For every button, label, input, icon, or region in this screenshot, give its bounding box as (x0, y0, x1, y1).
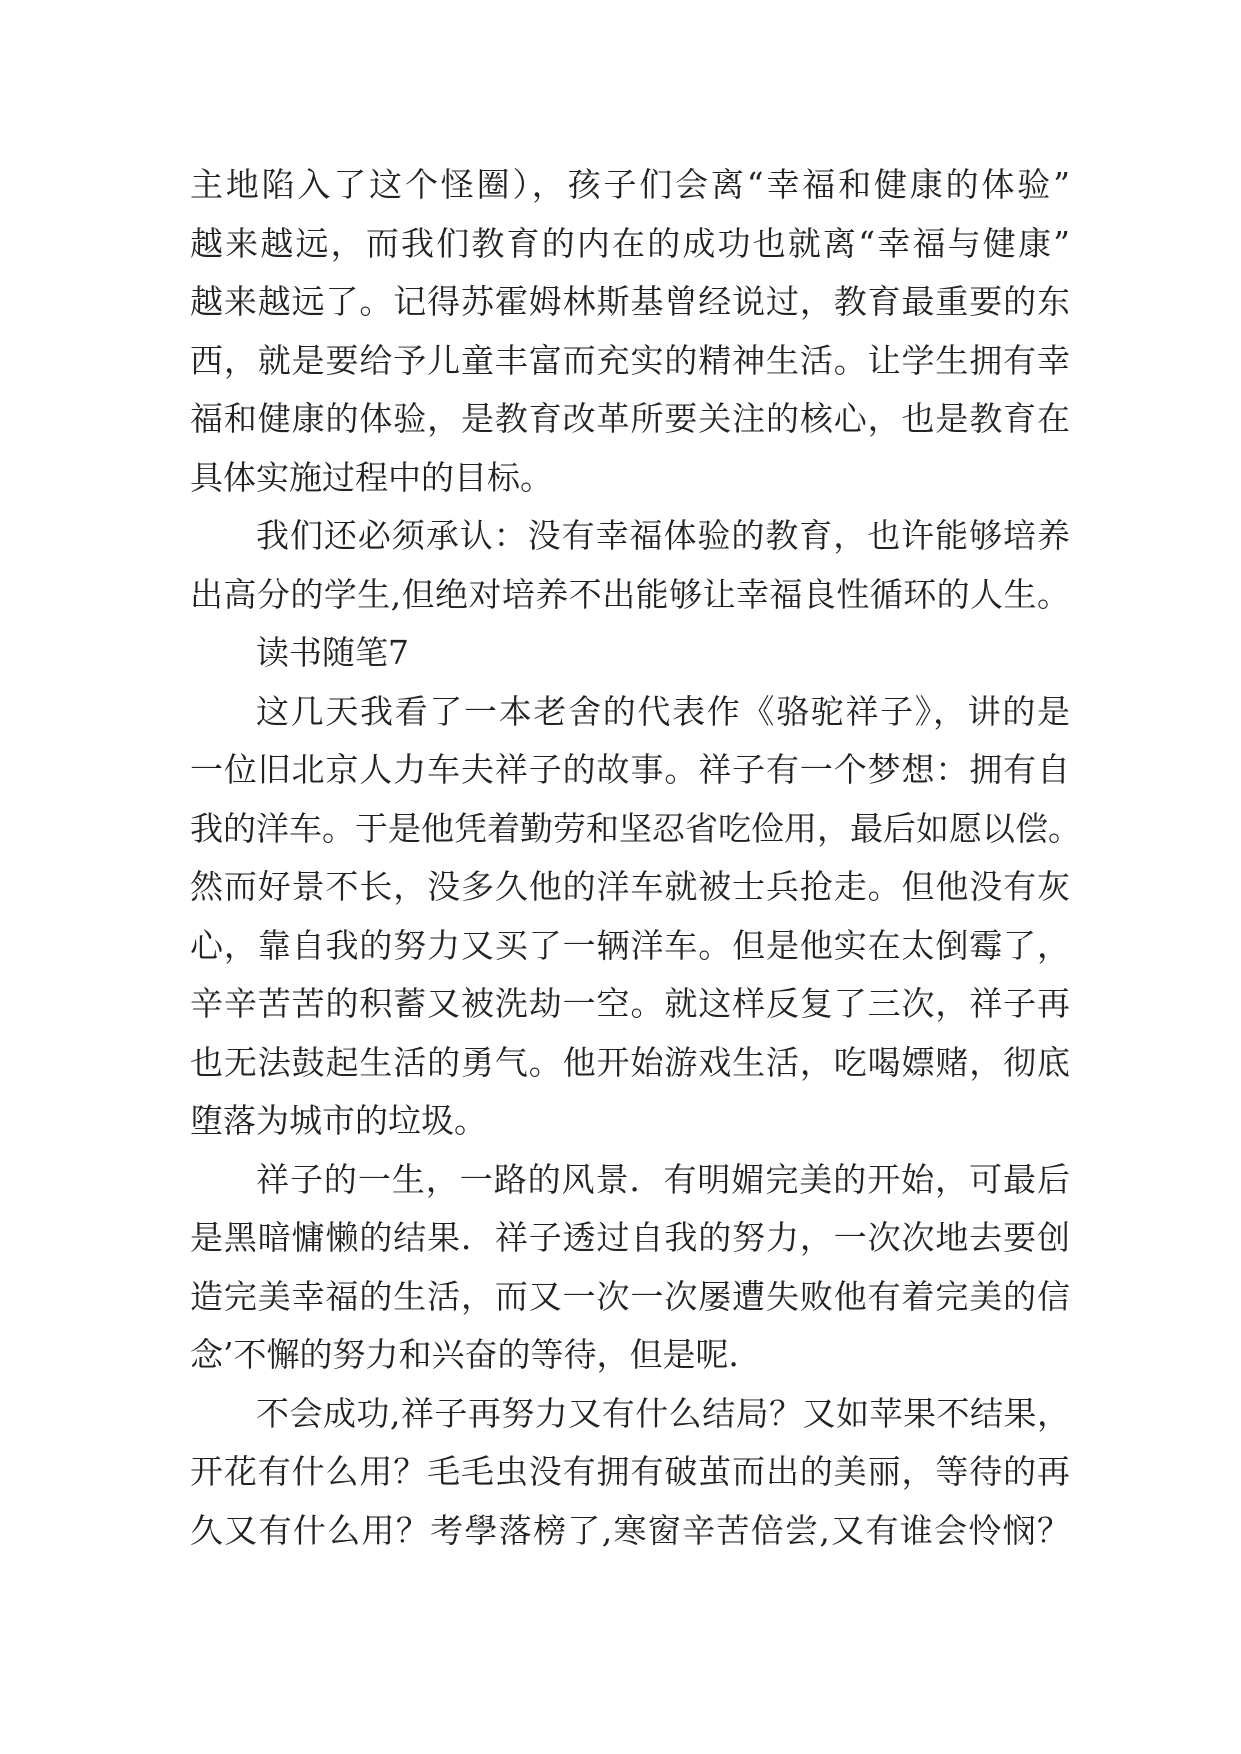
text-line: 我的洋车。于是他凭着勤劳和坚忍省吃俭用，最后如愿以偿。 (190, 808, 1081, 848)
section-heading: 读书随笔7 (256, 633, 409, 672)
text-line: 开花有什么用？毛毛虫没有拥有破茧而出的美丽，等待的再 (190, 1452, 1070, 1491)
text-line: 造完美幸福的生活，而又一次一次屡遭失败他有着完美的信 (190, 1276, 1070, 1316)
text-line: 不会成功,祥子再努力又有什么结局？又如苹果不结果， (256, 1393, 1070, 1433)
text-line: 祥子的一生，一路的风景．有明媚完美的开始，可最后 (256, 1159, 1070, 1199)
text-line: 西，就是要给予儿童丰富而充实的精神生活。让学生拥有幸 (190, 340, 1070, 380)
text-line: 也无法鼓起生活的勇气。他开始游戏生活，吃喝嫖赌，彻底 (190, 1042, 1070, 1082)
text-line: 堕落为城市的垃圾。 (190, 1101, 487, 1140)
text-line: 我们还必须承认：没有幸福体验的教育，也许能够培养 (256, 516, 1070, 555)
text-line: 越来越远，而我们教育的内在的成功也就离“幸福与健康” (190, 223, 1070, 263)
text-line: 福和健康的体验，是教育改革所要关注的核心，也是教育在 (190, 399, 1070, 438)
text-line: 然而好景不长，没多久他的洋车就被士兵抢走。但他没有灰 (190, 867, 1070, 906)
text-line: 主地陷入了这个怪圈），孩子们会离“幸福和健康的体验” (190, 165, 1070, 204)
text-line: 出高分的学生,但绝对培养不出能够让幸福良性循环的人生。 (190, 574, 1070, 614)
text-line: 辛辛苦苦的积蓄又被洗劫一空。就这样反复了三次，祥子再 (190, 984, 1070, 1023)
text-line: 心，靠自我的努力又买了一辆洋车。但是他实在太倒霉了， (190, 925, 1070, 965)
text-line: 一位旧北京人力车夫祥子的故事。祥子有一个梦想：拥有自 (190, 750, 1070, 789)
text-line: 久又有什么用？考學落榜了,寒窗辛苦倍尝,又有谁会怜悯？ (190, 1510, 1070, 1550)
text-line: 具体实施过程中的目标。 (190, 457, 553, 497)
text-line: 是黑暗慵懒的结果．祥子透过自我的努力，一次次地去要创 (190, 1218, 1070, 1257)
text-line: 越来越远了。记得苏霍姆林斯基曾经说过，教育最重要的东 (190, 282, 1070, 321)
text-line: 念’不懈的努力和兴奋的等待，但是呢． (190, 1335, 762, 1374)
text-line: 这几天我看了一本老舍的代表作《骆驼祥子》，讲的是 (256, 691, 1070, 731)
body-text (190, 156, 1081, 1560)
